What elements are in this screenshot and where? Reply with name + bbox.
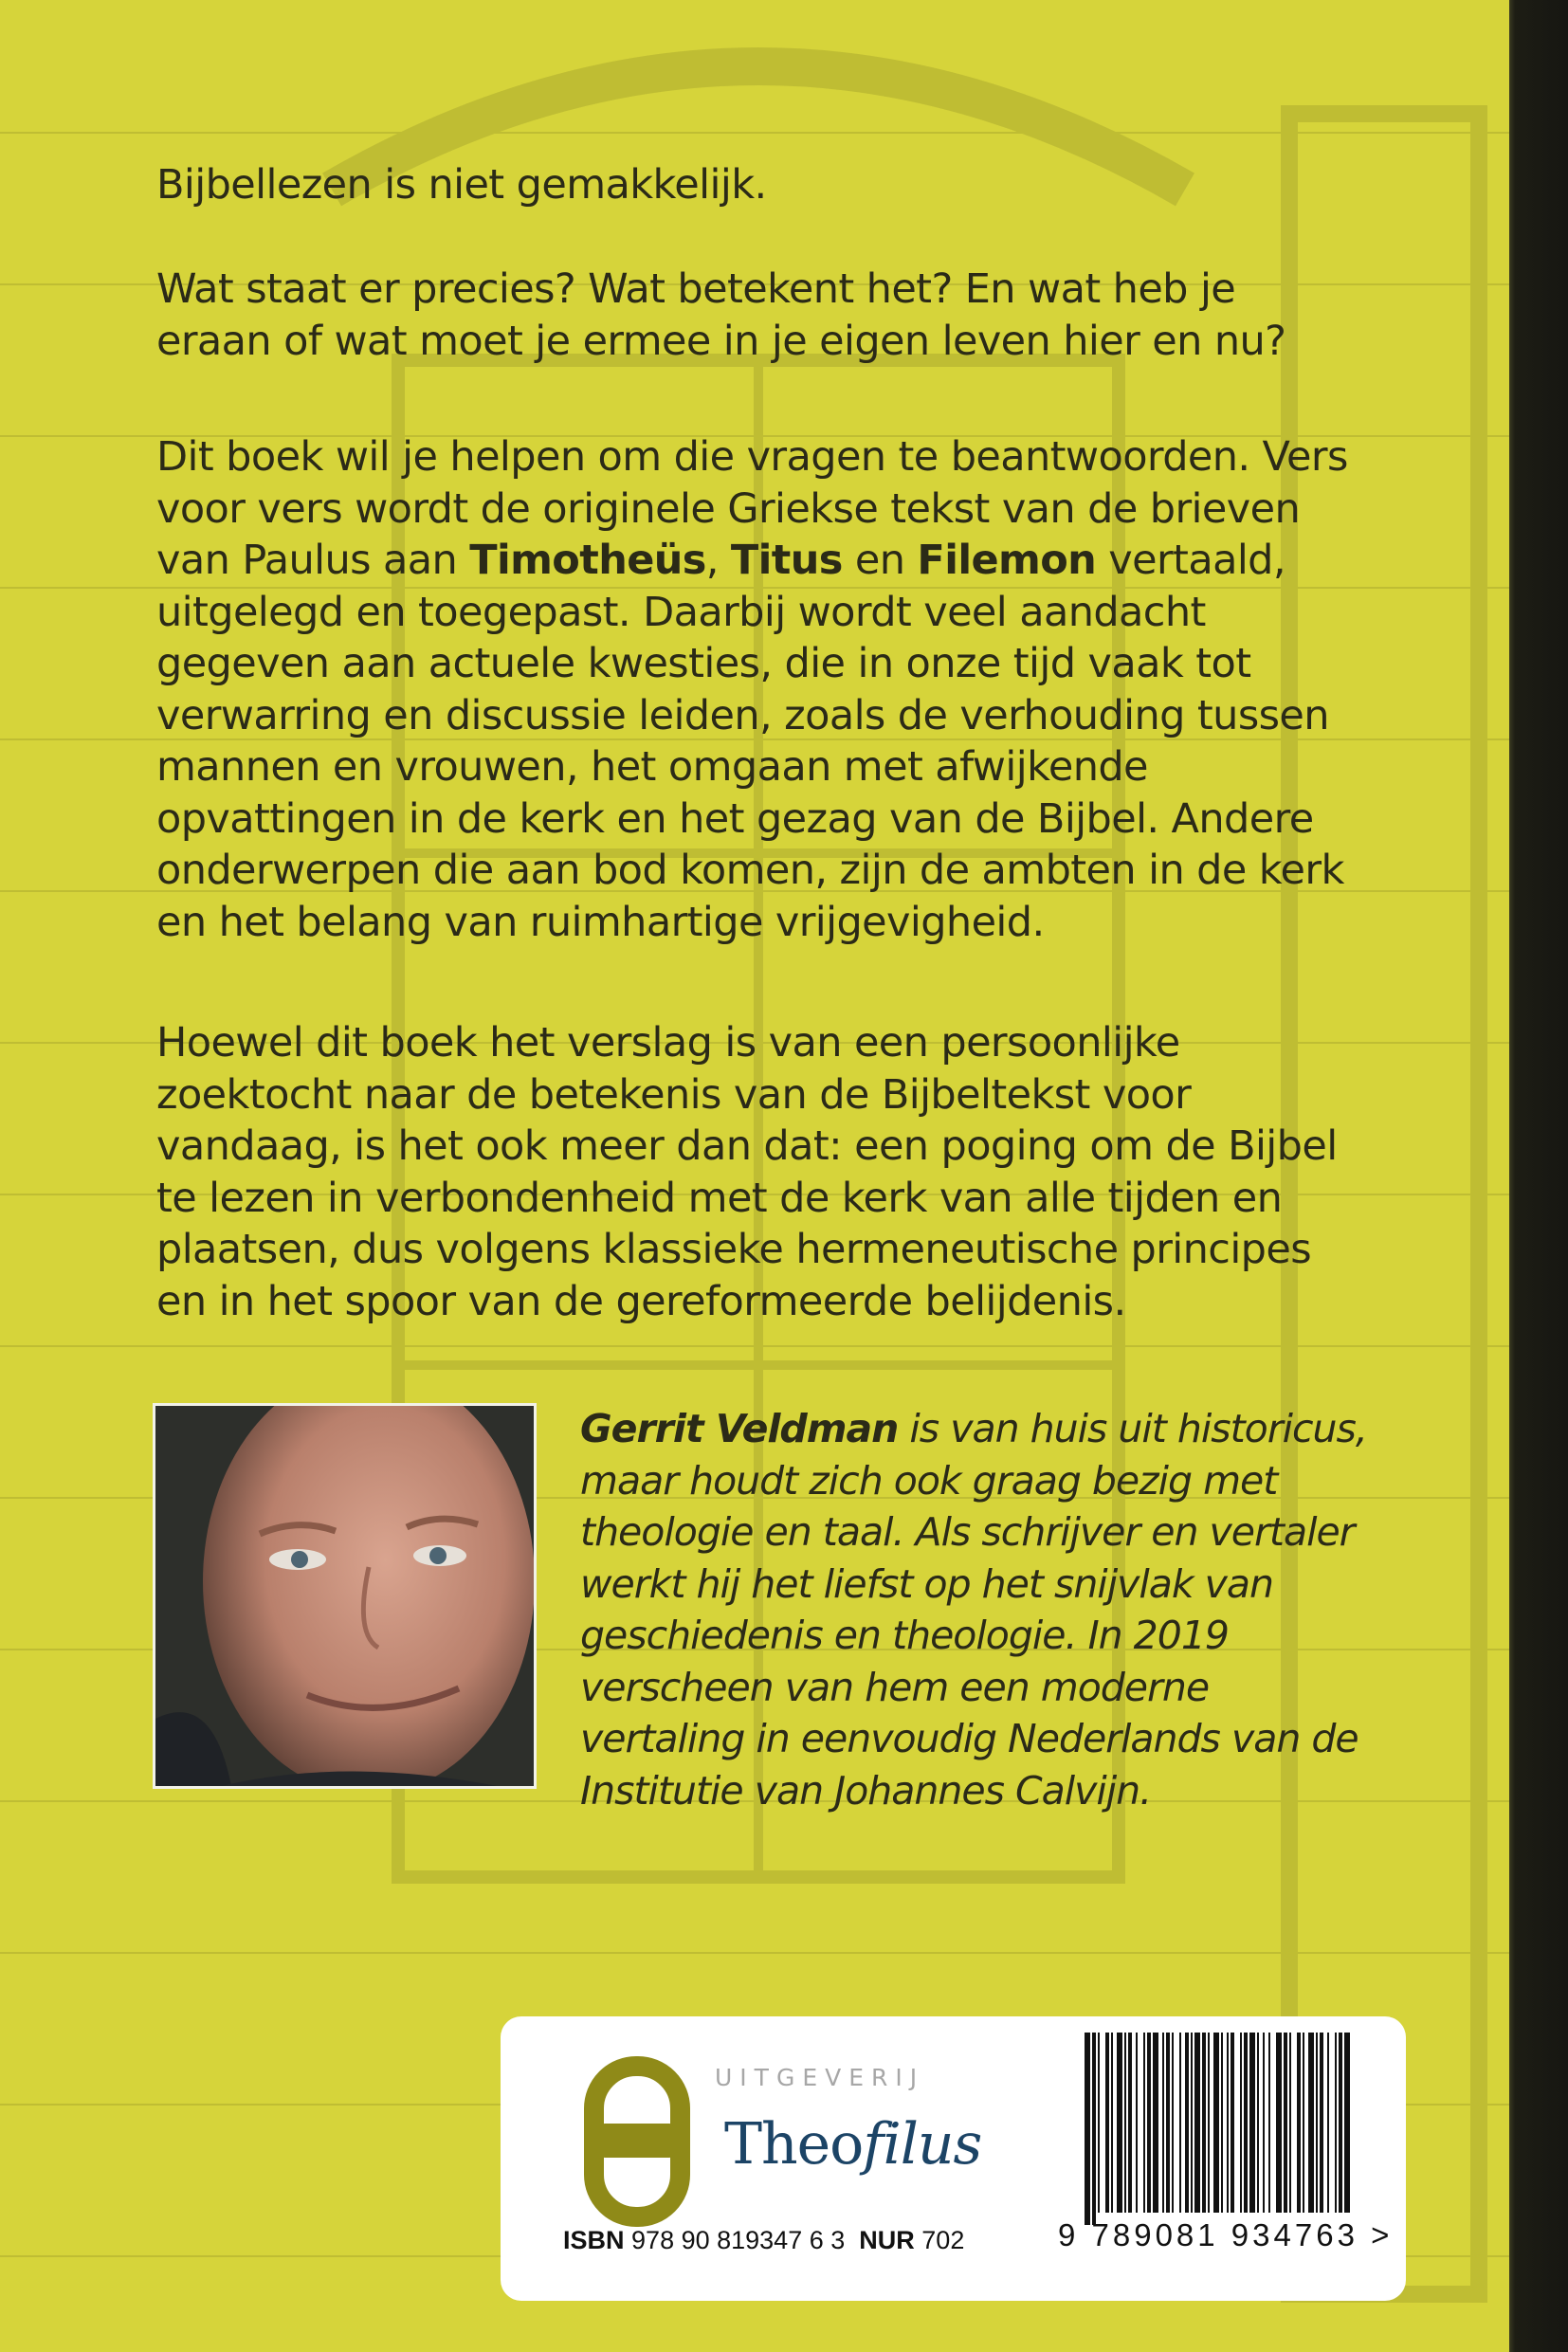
questions-paragraph: Wat staat er precies? Wat betekent het? En wat heb je eraan of wat moet je ermee in je eigen leven hier en nu? — [156, 265, 1286, 365]
isbn-line — [563, 2226, 964, 2255]
desc-line-3-post: vertaald, — [1096, 537, 1285, 584]
barcode-digits: 9 789081 934763 > — [1058, 2217, 1394, 2252]
nur-value: 702 — [921, 2226, 965, 2254]
publisher-name-regular: Theo — [724, 2111, 864, 2178]
author-bio — [580, 1403, 1395, 1816]
desc-line-1: Dit boek wil je helpen om die vragen te beantwoorden. Vers — [156, 433, 1348, 481]
nur-label: NUR — [859, 2226, 915, 2254]
barcode-icon — [1081, 2033, 1356, 2225]
separator: , — [705, 537, 731, 584]
book-filemon: Filemon — [917, 537, 1097, 584]
book-timotheus: Timotheüs — [469, 537, 706, 584]
approach-paragraph: Hoewel dit boek het verslag is van een persoonlijke zoektocht naar de betekenis van de Bijbeltekst voor vandaag, is het ook meer dan dat: een poging om de Bijbel te lezen in verbondenheid met de kerk van alle tijden en plaatsen, dus volgens klassieke hermeneutische principes en in het spoor van de gereformeerde belijdenis. — [156, 1019, 1338, 1325]
author-name: Gerrit Veldman — [580, 1406, 899, 1451]
publisher-panel — [501, 2016, 1406, 2301]
author-bio-text: is van huis uit historicus, maar houdt zich ook graag bezig met theologie en taal. Als schrijver en vertaler werkt hij het liefst op het snijvlak van geschiedenis en theologie. In 2019 verscheen van hem een moderne vertaling in eenvoudig Nederlands van de Institutie van Johannes Calvijn. — [580, 1406, 1367, 1814]
publisher-name-italic: filus — [863, 2111, 982, 2178]
description-paragraph — [156, 431, 1379, 948]
isbn-label: ISBN — [563, 2226, 625, 2254]
theta-logo-icon — [584, 2056, 690, 2227]
intro-paragraph: Bijbellezen is niet gemakkelijk. — [156, 161, 767, 209]
desc-line-3-pre: van Paulus aan — [156, 537, 470, 584]
separator: en — [842, 537, 918, 584]
spine-edge — [1509, 0, 1568, 2352]
desc-line-2: voor vers wordt de originele Griekse tekst van de brieven — [156, 484, 1301, 533]
book-titus: Titus — [730, 537, 843, 584]
isbn-value: 978 90 819347 6 3 — [631, 2226, 846, 2254]
author-photo — [153, 1403, 537, 1789]
publisher-name — [724, 2111, 981, 2178]
desc-rest: uitgelegd en toegepast. Daarbij wordt veel aandacht gegeven aan actuele kwesties, die in onze tijd vaak tot verwarring en discussie leiden, zoals de verhouding tussen mannen en vrouwen, het omgaan met afwijkende opvattingen in de kerk en het gezag van de Bijbel. Andere onderwerpen die aan bod komen, zijn de ambten in de kerk en het belang van ruimhartige vrijgevigheid. — [156, 588, 1344, 946]
publisher-kicker: UITGEVERIJ — [715, 2064, 925, 2091]
